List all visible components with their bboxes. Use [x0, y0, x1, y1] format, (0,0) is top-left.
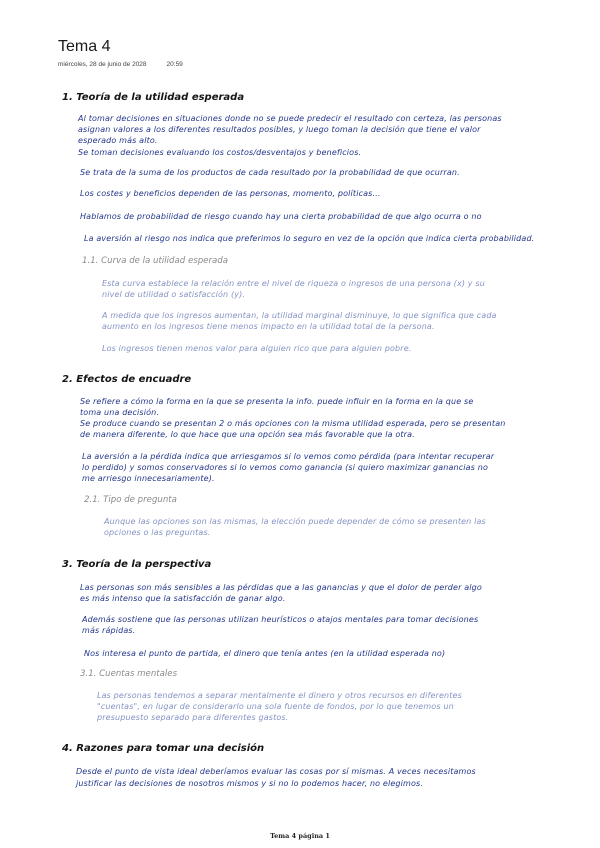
page-date-time	[58, 61, 183, 68]
note-text: Las personas son más sensibles a las pérdidas que a las ganancias y que el dolor de perder algo	[80, 583, 482, 592]
subsection-heading: 2.1. Tipo de pregunta	[84, 495, 177, 505]
note-text: Las personas tendemos a separar mentalmente el dinero y otros recursos en diferentes	[97, 691, 462, 700]
note-text: Además sostiene que las personas utilizan heurísticos o atajos mentales para tomar decisiones	[82, 615, 479, 624]
note-text: de manera diferente, lo que hace que una opción sea más favorable que la otra.	[80, 430, 415, 439]
note-text: Se produce cuando se presentan 2 o más opciones con la misma utilidad esperada, pero se presentan	[80, 419, 506, 428]
note-text: Desde el punto de vista ideal deberíamos evaluar las cosas por sí mismas. A veces necesitamos	[76, 767, 476, 776]
note-text: "cuentas", en lugar de considerarlo una sola fuente de fondos, por lo que tenemos un	[97, 702, 454, 711]
note-text: La aversión al riesgo nos indica que preferimos lo seguro en vez de la opción que indica cierta probabilidad.	[84, 234, 535, 243]
note-text: Se toman decisiones evaluando los costos/desventajos y beneficios.	[78, 148, 362, 157]
note-text: más rápidas.	[82, 626, 136, 635]
section-heading: 2. Efectos de encuadre	[62, 374, 192, 385]
subsection-heading: 3.1. Cuentas mentales	[80, 669, 178, 679]
note-text: es más intenso que la satisfacción de ganar algo.	[80, 594, 286, 603]
section-heading: 3. Teoría de la perspectiva	[62, 559, 212, 570]
note-text: asignan valores a los diferentes resultados posibles, y luego toman la decisión que tiene el valor	[78, 125, 481, 134]
note-text: toma una decisión.	[80, 408, 160, 417]
note-text: lo perdido) y somos conservadores si lo vemos como ganancia (si quiero maximizar ganancias no	[82, 463, 489, 472]
note-text: Los costes y beneficios dependen de las personas, momento, políticas...	[80, 189, 381, 198]
note-text: Al tomar decisiones en situaciones donde no se puede predecir el resultado con certeza, las personas	[78, 114, 502, 123]
note-text: esperado más alto.	[78, 136, 158, 145]
page-title: Tema 4	[58, 38, 111, 55]
note-text: justificar las decisiones de nosotros mismos y si no lo podemos hacer, no elegimos.	[76, 779, 424, 788]
note-text: nivel de utilidad o satisfacción (y).	[102, 290, 246, 299]
note-text: Nos interesa el punto de partida, el dinero que tenía antes (en la utilidad esperada no)	[84, 649, 446, 658]
subsection-heading: 1.1. Curva de la utilidad esperada	[82, 256, 228, 266]
note-text: A medida que los ingresos aumentan, la utilidad marginal disminuye, lo que significa que cada	[102, 311, 497, 320]
note-text: aumento en los ingresos tiene menos impacto en la utilidad total de la persona.	[102, 322, 435, 331]
note-text: opciones o las preguntas.	[104, 528, 211, 537]
note-text: presupuesto separado para diferentes gastos.	[97, 713, 289, 722]
note-text: Hablamos de probabilidad de riesgo cuando hay una cierta probabilidad de que algo ocurra o no	[80, 212, 482, 221]
note-text: Se trata de la suma de los productos de cada resultado por la probabilidad de que ocurran.	[80, 168, 460, 177]
note-text: Aunque las opciones son las mismas, la elección puede depender de cómo se presenten las	[104, 517, 486, 526]
page-time: 20:59	[166, 61, 183, 68]
note-text: Se refiere a cómo la forma en la que se presenta la info. puede influir en la forma en la que se	[80, 397, 474, 406]
note-text: me arriesgo innecesariamente).	[82, 474, 215, 483]
section-heading: 1. Teoría de la utilidad esperada	[62, 92, 245, 103]
section-heading: 4. Razones para tomar una decisión	[62, 743, 265, 754]
note-text: Esta curva establece la relación entre el nivel de riqueza o ingresos de una persona (x) y su	[102, 279, 485, 288]
page-footer: Tema 4 página 1	[270, 832, 330, 840]
note-text: Los ingresos tienen menos valor para alguien rico que para alguien pobre.	[102, 344, 412, 353]
note-text: La aversión a la pérdida indica que arriesgamos si lo vemos como pérdida (para intentar recuperar	[82, 452, 495, 461]
page-date: miércoles, 28 de junio de 2028	[58, 61, 147, 68]
